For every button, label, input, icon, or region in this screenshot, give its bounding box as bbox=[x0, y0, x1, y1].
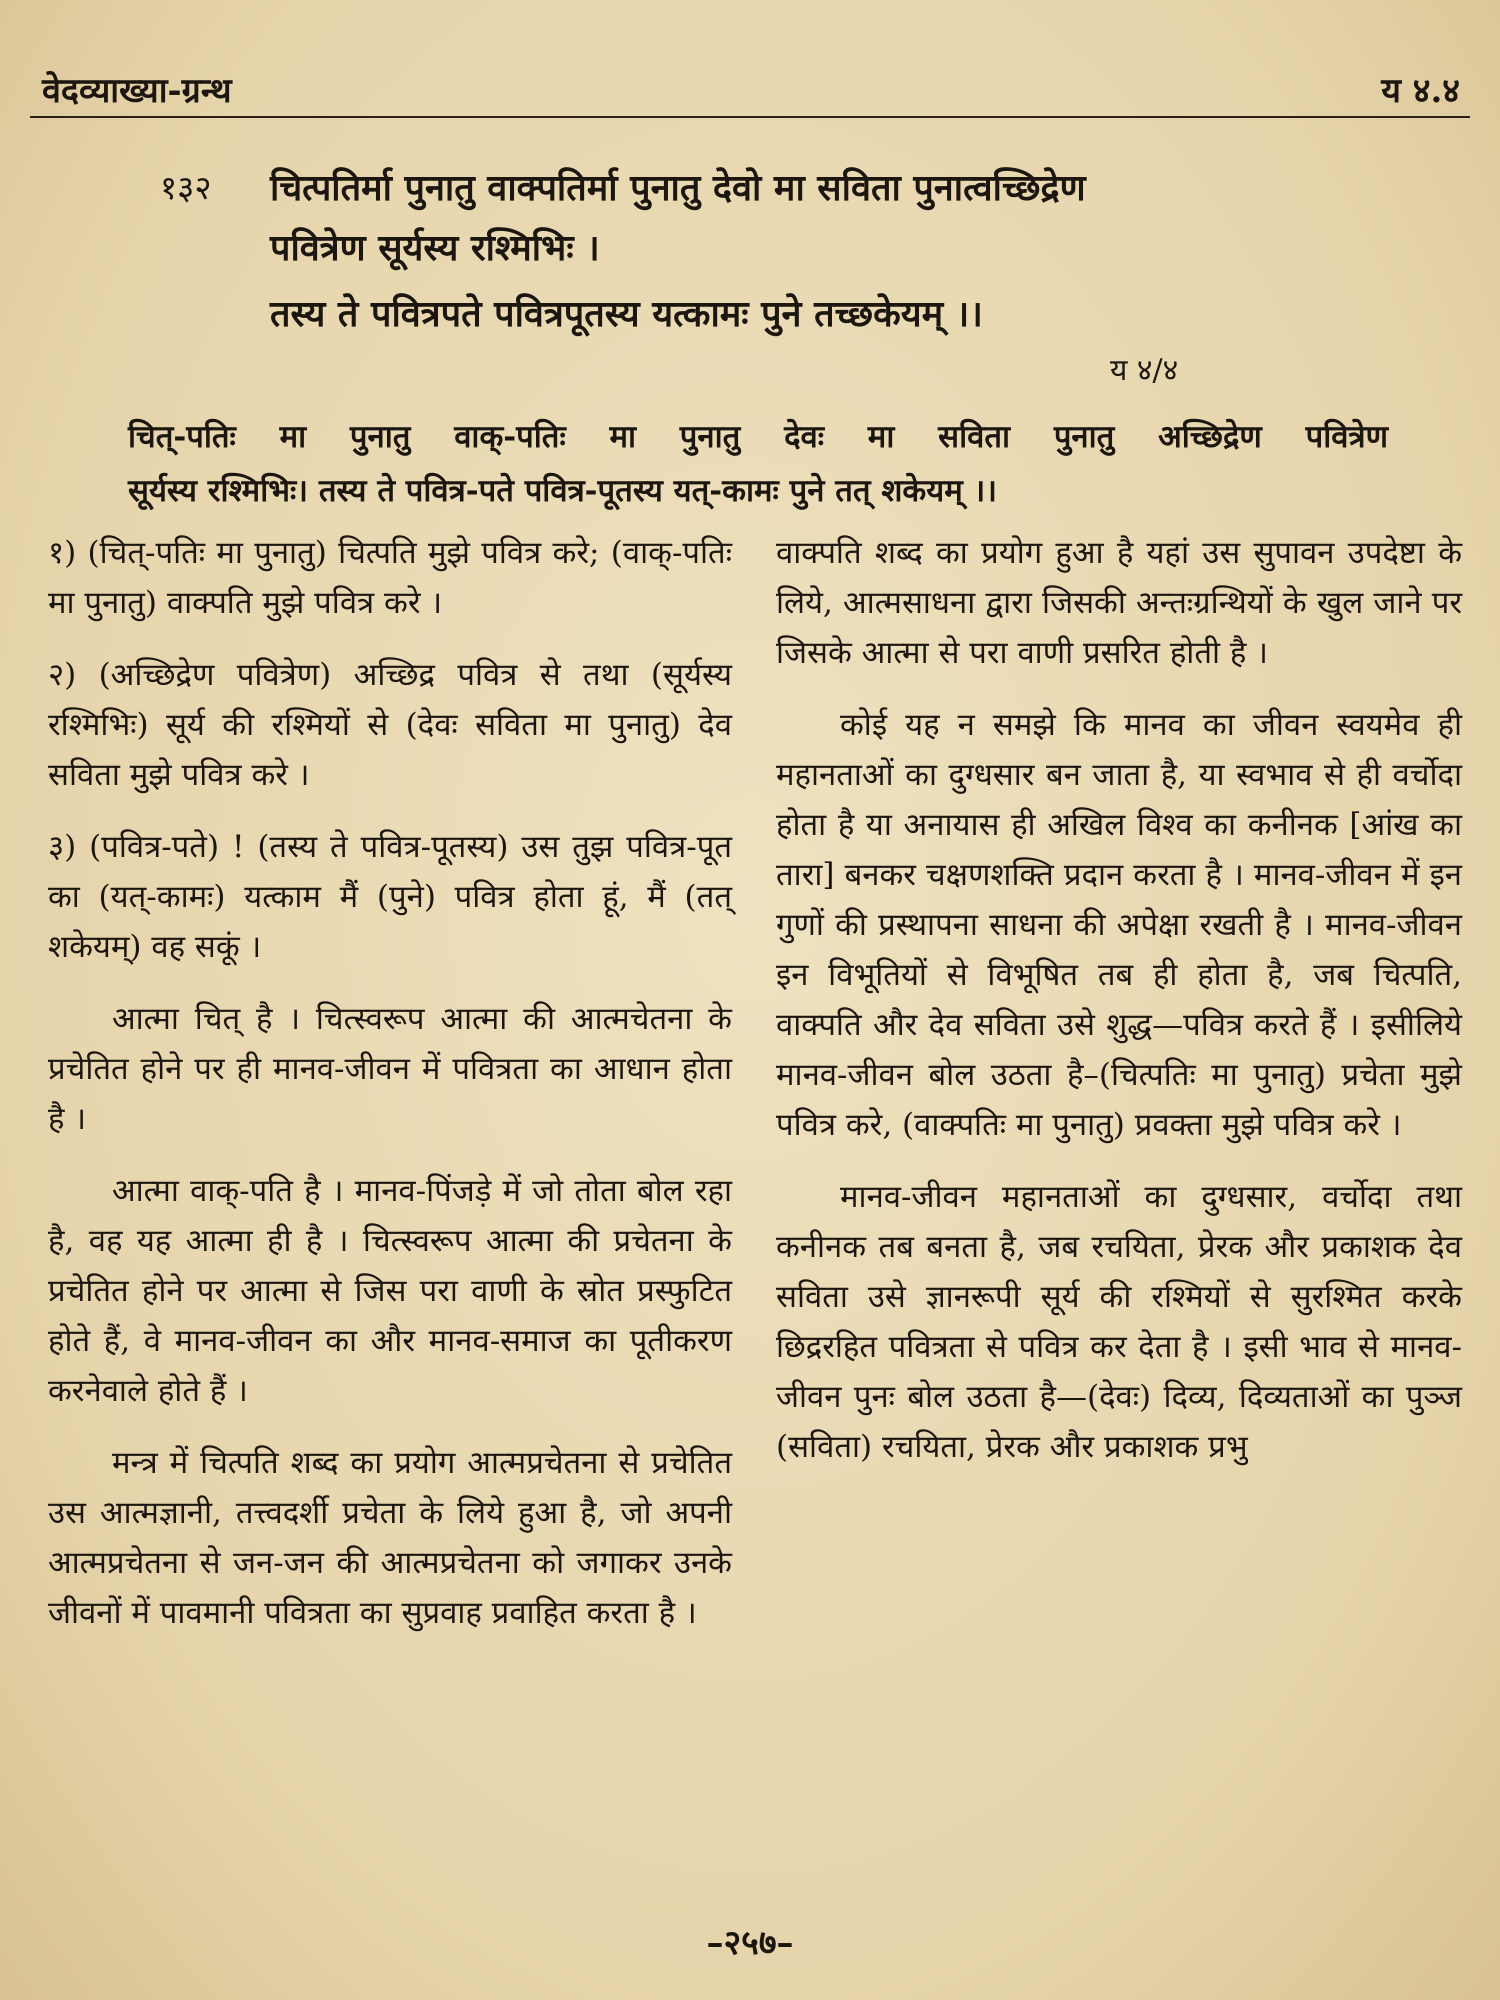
left-paragraph-3: ३) (पवित्र-पते) ! (तस्य ते पवित्र-पूतस्य) उस तुझ पवित्र-पूत का (यत्-कामः) यत्काम मैं (पुने) पवित्र होता हूं, मैं (तत् शकेयम्) वह सकूं । bbox=[48, 829, 732, 965]
padapatha-line-1: चित्-पतिः मा पुनातु वाक्-पतिः मा पुनातु देवः मा सविता पुनातु अच्छिद्रेण पवित्रेण bbox=[128, 419, 1388, 455]
mantra-block bbox=[160, 158, 1420, 344]
mantra-line-3: तस्य ते पवित्रपते पवित्रपूतस्य यत्कामः पुने तच्छकेयम् ।। bbox=[270, 293, 983, 335]
mantra-line-1: चित्पतिर्मा पुनातु वाक्पतिर्मा पुनातु देवो मा सविता पुनात्वच्छिद्रेण bbox=[270, 167, 1086, 209]
mantra-number: १३२ bbox=[160, 168, 212, 207]
left-paragraph-2: २) (अच्छिद्रेण पवित्रेण) अच्छिद्र पवित्र से तथा (सूर्यस्य रश्मिभिः) सूर्य की रश्मियों से (देवः सविता मा पुनातु) देव सविता मुझे पवित्र करे । bbox=[48, 657, 732, 793]
left-paragraph-5: आत्मा वाक्-पति है । मानव-पिंजड़े में जो तोता बोल रहा है, वह यह आत्मा ही है । चित्स्वरूप आत्मा की प्रचेतना के प्रचेतित होने पर आत्मा से जिस परा वाणी के स्रोत प्रस्फुटित होते हैं, वे मानव-जीवन का और मानव-समाज का पूतीकरण करनेवाले होते हैं । bbox=[48, 1173, 732, 1409]
right-paragraph-3: मानव-जीवन महानताओं का दुग्धसार, वर्चोदा तथा कनीनक तब बनता है, जब रचयिता, प्रेरक और प्रकाशक देव सविता उसे ज्ञानरूपी सूर्य की रश्मियों से सुरश्मित करके छिद्ररहित पवित्रता से पवित्र कर देता है । इसी भाव से मानव-जीवन पुनः बोल उठता है—(देवः) दिव्य, दिव्यताओं का पुञ्ज (सविता) रचयिता, प्रेरक और प्रकाशक प्रभु bbox=[776, 1179, 1462, 1465]
verse-reference-header: य ४.४ bbox=[1381, 71, 1460, 111]
left-paragraph-1: १) (चित्-पतिः मा पुनातु) चित्पति मुझे पवित्र करे; (वाक्-पतिः मा पुनातु) वाक्पति मुझे पवित्र करे । bbox=[48, 535, 732, 621]
left-paragraph-6: मन्त्र में चित्पति शब्द का प्रयोग आत्मप्रचेतना से प्रचेतित उस आत्मज्ञानी, तत्त्वदर्शी प्रचेता के लिये हुआ है, जो अपनी आत्मप्रचेतना से जन-जन की आत्मप्रचेतना को जगाकर उनके जीवनों में पावमानी पवित्रता का सुप्रवाह प्रवाहित करता है । bbox=[48, 1445, 732, 1631]
mantra-line-2: पवित्रेण सूर्यस्य रश्मिभिः । bbox=[270, 227, 600, 269]
padapatha-line-2: सूर्यस्य रश्मिभिः। तस्य ते पवित्र-पते पवित्र-पूतस्य यत्-कामः पुने तत् शकेयम् ।। bbox=[128, 473, 998, 509]
right-paragraph-1: वाक्पति शब्द का प्रयोग हुआ है यहां उस सुपावन उपदेष्टा के लिये, आत्मसाधना द्वारा जिसकी अन्तःग्रन्थियों के खुल जाने पर जिसके आत्मा से परा वाणी प्रसरित होती है । bbox=[776, 535, 1462, 671]
left-column bbox=[48, 528, 732, 1660]
mantra-reference: य ४/४ bbox=[1110, 353, 1179, 388]
right-paragraph-2: कोई यह न समझे कि मानव का जीवन स्वयमेव ही महानताओं का दुग्धसार बन जाता है, या स्वभाव से ही वर्चोदा होता है या अनायास ही अखिल विश्व का कनीनक [आंख का तारा] बनकर चक्षणशक्ति प्रदान करता है । मानव-जीवन में इन गुणों की प्रस्थापना साधना की अपेक्षा रखती है । मानव-जीवन इन विभूतियों से विभूषित तब ही होता है, जब चित्पति, वाक्पति और देव सविता उसे शुद्ध—पवित्र करते हैं । इसीलिये मानव-जीवन बोल उठता है–(चित्पतिः मा पुनातु) प्रचेता मुझे पवित्र करे, (वाक्पतिः मा पुनातु) प्रवक्ता मुझे पवित्र करे । bbox=[776, 707, 1462, 1143]
right-column bbox=[776, 528, 1462, 1494]
header-divider bbox=[30, 116, 1470, 118]
padapatha-block bbox=[128, 410, 1388, 518]
left-paragraph-4: आत्मा चित् है । चित्स्वरूप आत्मा की आत्मचेतना के प्रचेतित होने पर ही मानव-जीवन में पवित्रता का आधान होता है । bbox=[48, 1001, 732, 1137]
page-number: –२५७– bbox=[706, 1923, 794, 1963]
book-title-header: वेदव्याख्या-ग्रन्थ bbox=[42, 71, 232, 111]
